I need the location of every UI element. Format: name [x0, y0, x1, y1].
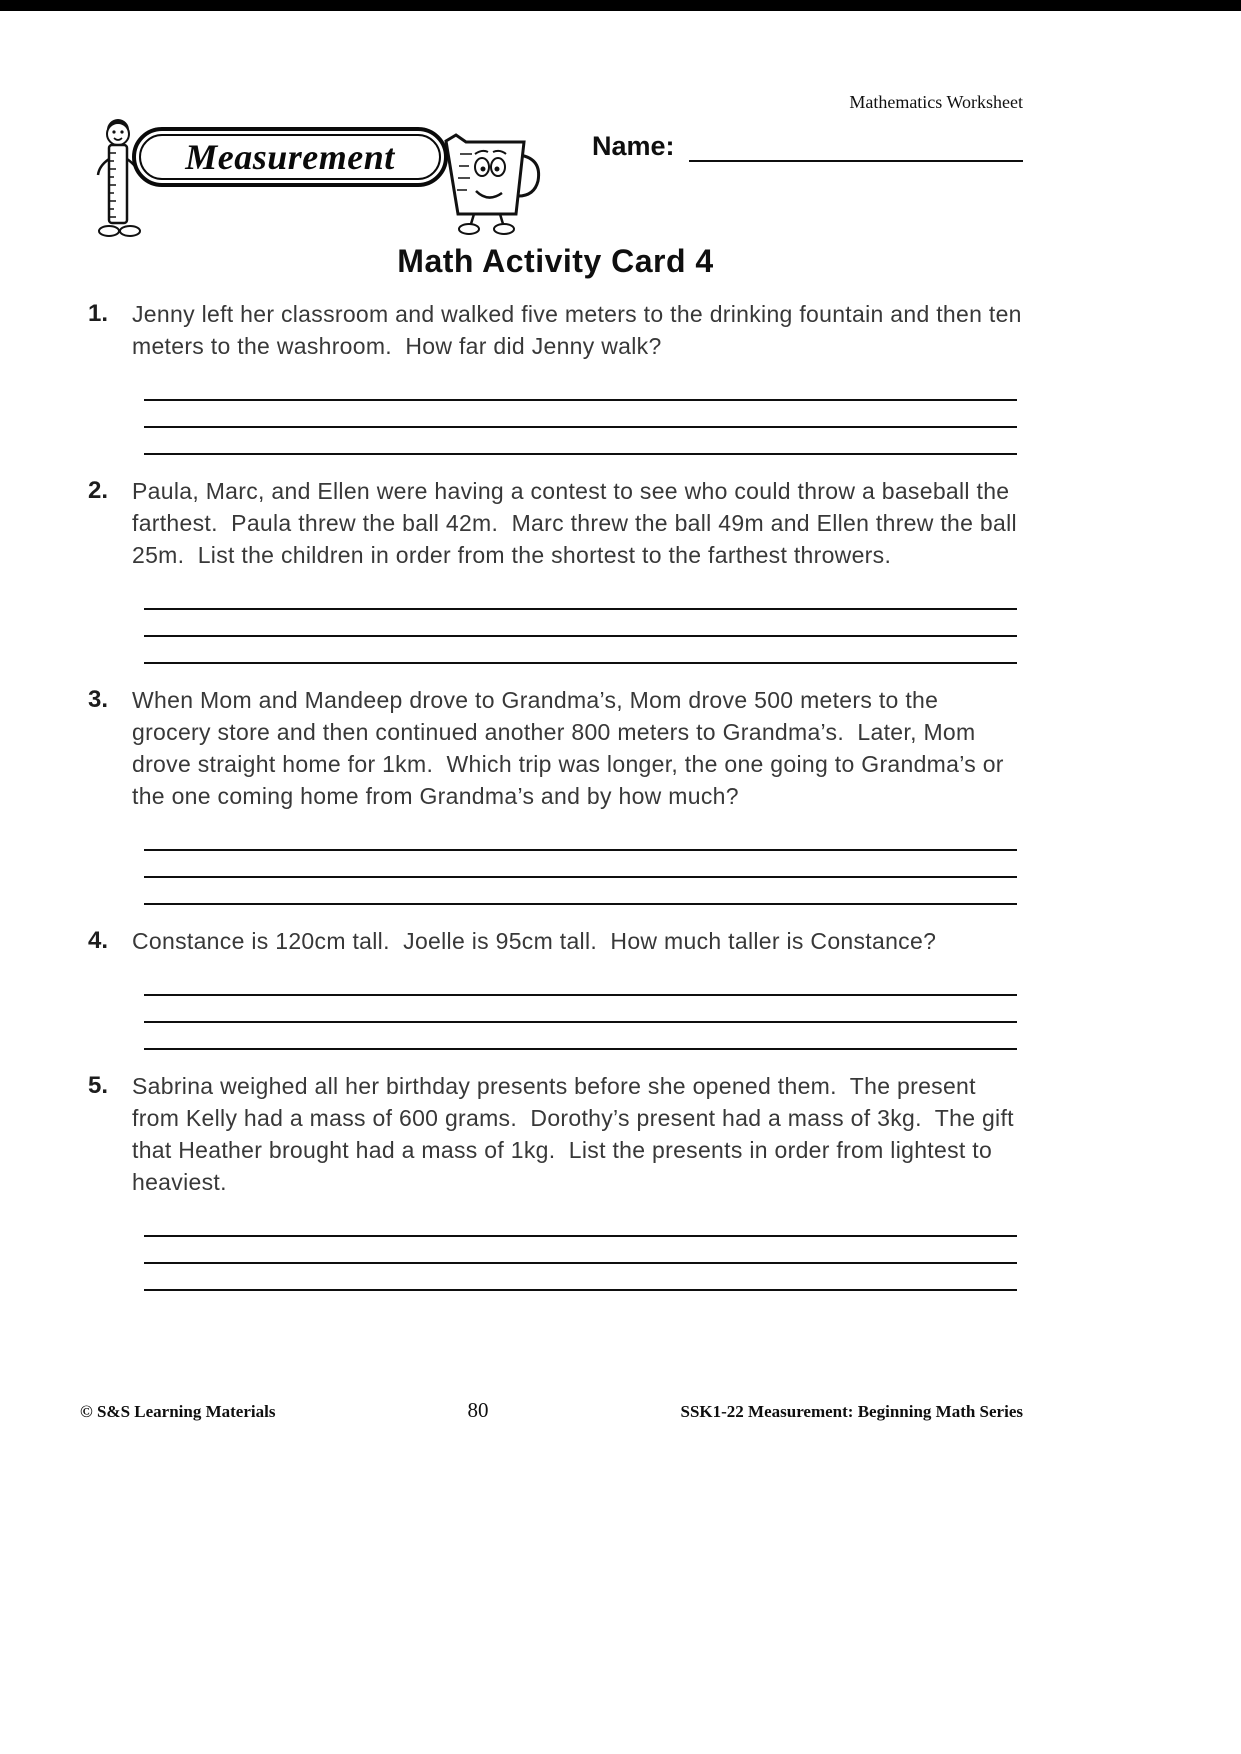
page-footer — [80, 1398, 1023, 1423]
answer-line — [144, 610, 1017, 637]
answer-lines — [132, 824, 1023, 905]
question-number: 3. — [88, 686, 109, 713]
questions-list — [88, 298, 1029, 1291]
question-number: 2. — [88, 477, 109, 504]
answer-line — [144, 969, 1017, 996]
answer-line — [144, 1264, 1017, 1291]
question-number: 1. — [88, 300, 109, 327]
question-3 — [88, 684, 1023, 905]
answer-lines — [132, 1210, 1023, 1291]
answer-line — [144, 401, 1017, 428]
page-top-border — [0, 0, 1241, 11]
copyright-label: © S&S Learning Materials — [80, 1402, 276, 1421]
answer-lines — [132, 969, 1023, 1050]
question-number: 4. — [88, 927, 109, 954]
question-text: When Mom and Mandeep drove to Grandma’s, Mom drove 500 meters to the grocery store and then continued another 800 meters to Grandma’s. Later, Mom drove straight home for 1km. Which trip was longer, the one going to Grandma’s or the one coming home from Grandma’s and by how much? — [132, 687, 1011, 809]
answer-line — [144, 583, 1017, 610]
answer-line — [144, 824, 1017, 851]
worksheet-type-label: Mathematics Worksheet — [849, 92, 1023, 112]
question-1 — [88, 298, 1029, 455]
question-number: 5. — [88, 1072, 109, 1099]
name-label: Name: — [592, 131, 675, 161]
page-title: Math Activity Card 4 — [397, 243, 714, 279]
header-row — [88, 117, 1023, 233]
name-blank-line — [689, 132, 1023, 162]
answer-line — [144, 1210, 1017, 1237]
answer-line — [144, 1023, 1017, 1050]
answer-line — [144, 374, 1017, 401]
question-text: Constance is 120cm tall. Joelle is 95cm tall. How much taller is Constance? — [132, 928, 937, 954]
answer-line — [144, 1237, 1017, 1264]
question-5 — [88, 1070, 1023, 1291]
name-area — [592, 131, 1023, 162]
answer-line — [144, 637, 1017, 664]
logo-banner-inner — [139, 134, 441, 180]
answer-line — [144, 878, 1017, 905]
measurement-logo — [88, 117, 566, 233]
question-text: Paula, Marc, and Ellen were having a contest to see who could throw a baseball the farthest. Paula threw the ball 42m. Marc threw the ball 49m and Ellen threw the ball 25m. List the children in order from the shortest to the farthest throwers. — [132, 478, 1024, 568]
logo-title: Measurement — [185, 137, 395, 177]
question-text: Jenny left her classroom and walked five meters to the drinking fountain and then ten meters to the washroom. How far did Jenny walk? — [132, 301, 1029, 359]
answer-line — [144, 996, 1017, 1023]
question-4 — [88, 925, 1023, 1050]
answer-line — [144, 428, 1017, 455]
answer-line — [144, 851, 1017, 878]
logo-banner — [132, 127, 448, 187]
question-2 — [88, 475, 1023, 664]
question-text: Sabrina weighed all her birthday presents before she opened them. The present from Kelly had a mass of 600 grams. Dorothy’s present had a mass of 3kg. The gift that Heather brought had a mass of 1kg. List the presents in order from lightest to heaviest. — [132, 1073, 1021, 1195]
page-number: 80 — [467, 1398, 489, 1422]
measuring-cup-character-icon — [432, 117, 544, 243]
answer-lines — [132, 374, 1023, 455]
answer-lines — [132, 583, 1023, 664]
series-label: SSK1-22 Measurement: Beginning Math Series — [680, 1402, 1023, 1421]
